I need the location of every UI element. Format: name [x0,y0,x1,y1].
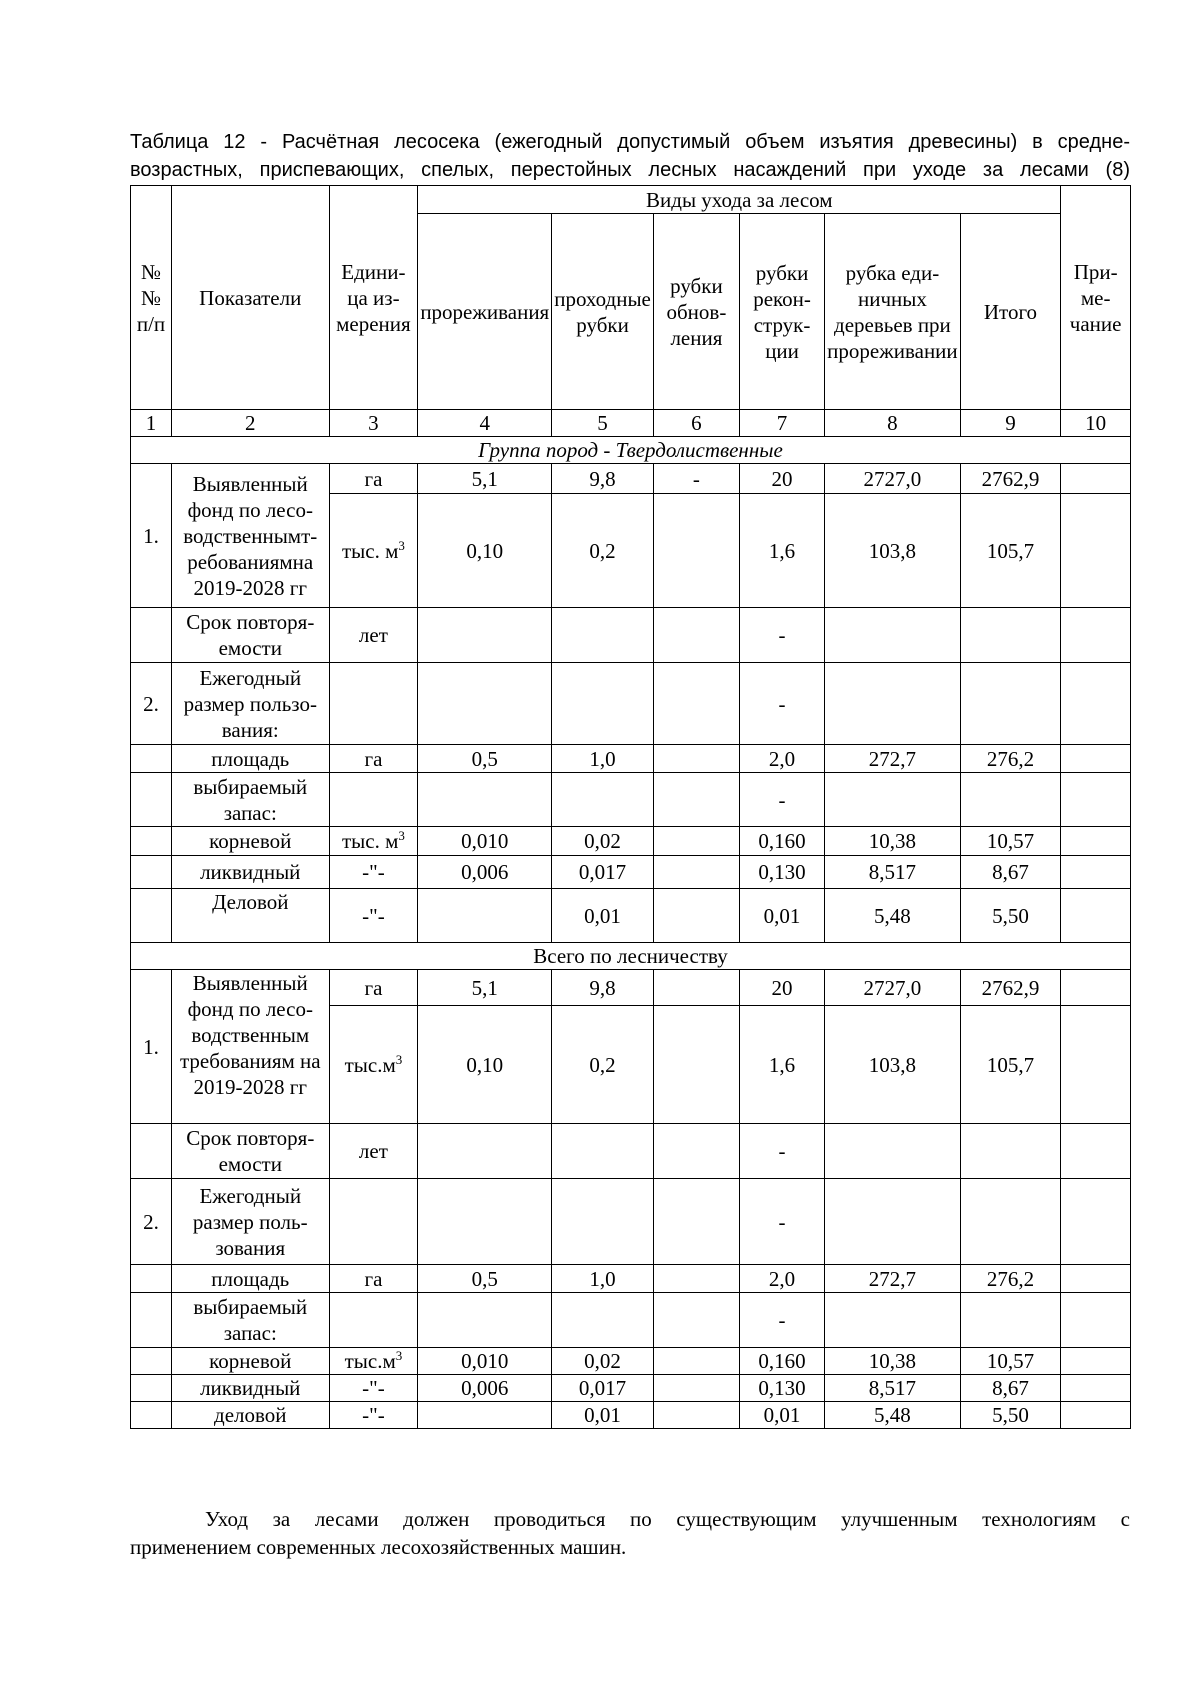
header-renewal-cuts: рубки обнов-ления [653,214,739,410]
table-row [131,1179,1131,1265]
value-cell: 0,2 [552,494,654,608]
row-number: 2. [131,663,172,745]
unit-cell: -"- [329,1375,418,1402]
row-number: 1. [131,464,172,608]
value-cell: 272,7 [825,1265,960,1293]
unit-cell: лет [329,608,418,663]
unit-cell: -"- [329,889,418,943]
value-cell: 0,130 [739,1375,824,1402]
value-cell: 103,8 [825,1006,960,1124]
value-cell: 0,017 [552,856,654,889]
unit-cell: га [329,1265,418,1293]
row-label: корневой [172,1348,330,1375]
value-cell: 103,8 [825,494,960,608]
value-cell: 0,02 [552,1348,654,1375]
unit-cell: -"- [329,1402,418,1429]
value-cell: 5,50 [960,889,1061,943]
value-cell: 0,02 [552,827,654,856]
header-num: №№ п/п [131,186,172,410]
value-cell: 10,57 [960,1348,1061,1375]
row-label: выбираемый запас: [172,773,330,827]
header-thinning: прореживания [418,214,552,410]
table-row [131,773,1131,827]
value-cell: 2762,9 [960,970,1061,1006]
note-cell [1061,494,1131,608]
value-cell: 0,130 [739,856,824,889]
value-cell: 0,160 [739,827,824,856]
value-cell: 0,010 [418,1348,552,1375]
value-cell: - [739,663,824,745]
table-row [131,827,1131,856]
unit-cell: тыс. $м^3$ [329,494,418,608]
value-cell: 0,01 [739,889,824,943]
value-cell: 272,7 [825,745,960,773]
header-indicators: Показатели [172,186,330,410]
value-cell: 10,38 [825,1348,960,1375]
col-number: 3 [329,410,418,437]
value-cell: 8,67 [960,1375,1061,1402]
table-row [131,970,1131,1006]
value-cell: 9,8 [552,464,654,494]
value-cell: - [739,773,824,827]
value-cell: 1,6 [739,494,824,608]
value-cell: 105,7 [960,1006,1061,1124]
value-cell: - [653,464,739,494]
caption-line-1: Таблица 12 - Расчётная лесосека (ежегодный допустимый объем изъятия древесины) в средне- [130,131,1130,153]
table-row [131,1402,1131,1429]
allowable-cut-table [130,185,1131,1429]
table-row [131,856,1131,889]
row-number: 1. [131,970,172,1124]
value-cell: 8,517 [825,1375,960,1402]
table-row [131,1375,1131,1402]
paragraph-line-1: Уход за лесами должен проводиться по существующим улучшенным технологиям с [205,1507,1130,1531]
row-label: ликвидный [172,1375,330,1402]
value-cell: 2727,0 [825,970,960,1006]
row-label: Выявленный фонд по лесо-водственным требованиям на 2019-2028 гг [172,970,330,1124]
value-cell: 0,006 [418,856,552,889]
value-cell: 0,5 [418,745,552,773]
row-label: выбираемый запас: [172,1293,330,1348]
col-number: 7 [739,410,824,437]
caption-line-2: возрастных, приспевающих, спелых, перестойных лесных насаждений при уходе за лесами (8) [130,159,1130,181]
col-number: 6 [653,410,739,437]
header-single-tree-cut: рубка еди-ничных деревьев при прореживании [825,214,960,410]
row-label: Срок повторя-емости [172,1124,330,1179]
value-cell: 20 [739,970,824,1006]
value-cell: 1,0 [552,1265,654,1293]
value-cell: - [739,1179,824,1265]
table-row [131,889,1131,943]
value-cell: 2762,9 [960,464,1061,494]
value-cell: 0,006 [418,1375,552,1402]
value-cell: 5,48 [825,889,960,943]
table-row [131,1293,1131,1348]
table-row [131,1265,1131,1293]
header-note: При-ме-чание [1061,186,1131,410]
value-cell [653,494,739,608]
value-cell: 0,10 [418,494,552,608]
value-cell: 0,01 [552,889,654,943]
value-cell: 10,57 [960,827,1061,856]
value-cell: 0,01 [739,1402,824,1429]
unit-cell: га [329,464,418,494]
table-row [131,1124,1131,1179]
value-cell: 0,160 [739,1348,824,1375]
value-cell: 276,2 [960,1265,1061,1293]
value-cell: 2727,0 [825,464,960,494]
col-number: 9 [960,410,1061,437]
value-cell: 0,5 [418,1265,552,1293]
row-label: Выявленный фонд по лесо-водственнымт-ребованиямна 2019-2028 гг [172,464,330,608]
row-label: деловой [172,1402,330,1429]
row-label: ликвидный [172,856,330,889]
note-cell [1061,464,1131,494]
header-passing-cuts: проходные рубки [552,214,654,410]
value-cell: 10,38 [825,827,960,856]
body-paragraph [130,1505,1130,1561]
section-title: Группа пород - Твердолиственные [131,437,1131,464]
unit-cell: лет [329,1124,418,1179]
value-cell: - [739,1293,824,1348]
value-cell: 2,0 [739,745,824,773]
col-number: 8 [825,410,960,437]
header-unit: Едини-ца из-мерения [329,186,418,410]
row-label: Ежегодный размер пользо-вания: [172,663,330,745]
unit-cell: тыс. $м^3$ [329,827,418,856]
col-number: 10 [1061,410,1131,437]
unit-cell: $тыс.м^3$ [329,1006,418,1124]
column-numbers-row [131,410,1131,437]
value-cell: 0,10 [418,1006,552,1124]
value-cell: 8,67 [960,856,1061,889]
section-title: Всего по лесничеству [131,943,1131,970]
value-cell: 2,0 [739,1265,824,1293]
row-number: 2. [131,1179,172,1265]
table-row [131,1348,1131,1375]
table-row [131,663,1131,745]
col-number: 1 [131,410,172,437]
col-number: 4 [418,410,552,437]
col-number: 2 [172,410,330,437]
col-number: 5 [552,410,654,437]
value-cell: 9,8 [552,970,654,1006]
header-total: Итого [960,214,1061,410]
value-cell: 105,7 [960,494,1061,608]
value-cell: 0,2 [552,1006,654,1124]
value-cell: 20 [739,464,824,494]
header-care-types: Виды ухода за лесом [418,186,1061,214]
value-cell: 0,017 [552,1375,654,1402]
value-cell: 1,0 [552,745,654,773]
table-caption [130,128,1130,184]
value-cell: 5,1 [418,970,552,1006]
paragraph-line-2: применением современных лесохозяйственных машин. [130,1535,627,1559]
table-row [131,464,1131,494]
header-reconstruction-cuts: рубки рекон-струк-ции [739,214,824,410]
value-cell: 5,48 [825,1402,960,1429]
unit-cell: -"- [329,856,418,889]
value-cell: 1,6 [739,1006,824,1124]
value-cell: 8,517 [825,856,960,889]
value-cell: - [739,608,824,663]
row-label: корневой [172,827,330,856]
row-label: Ежегодный размер поль-зования [172,1179,330,1265]
unit-cell: га [329,970,418,1006]
value-cell: 0,01 [552,1402,654,1429]
table-row [131,745,1131,773]
table-row [131,608,1131,663]
value-cell: 276,2 [960,745,1061,773]
unit-cell: $тыс.м^3$ [329,1348,418,1375]
row-label: площадь [172,1265,330,1293]
value-cell: 5,1 [418,464,552,494]
row-label: Срок повторя-емости [172,608,330,663]
value-cell: - [739,1124,824,1179]
row-label: Деловой [172,889,330,943]
unit-cell: га [329,745,418,773]
value-cell: 0,010 [418,827,552,856]
value-cell: 5,50 [960,1402,1061,1429]
row-label: площадь [172,745,330,773]
